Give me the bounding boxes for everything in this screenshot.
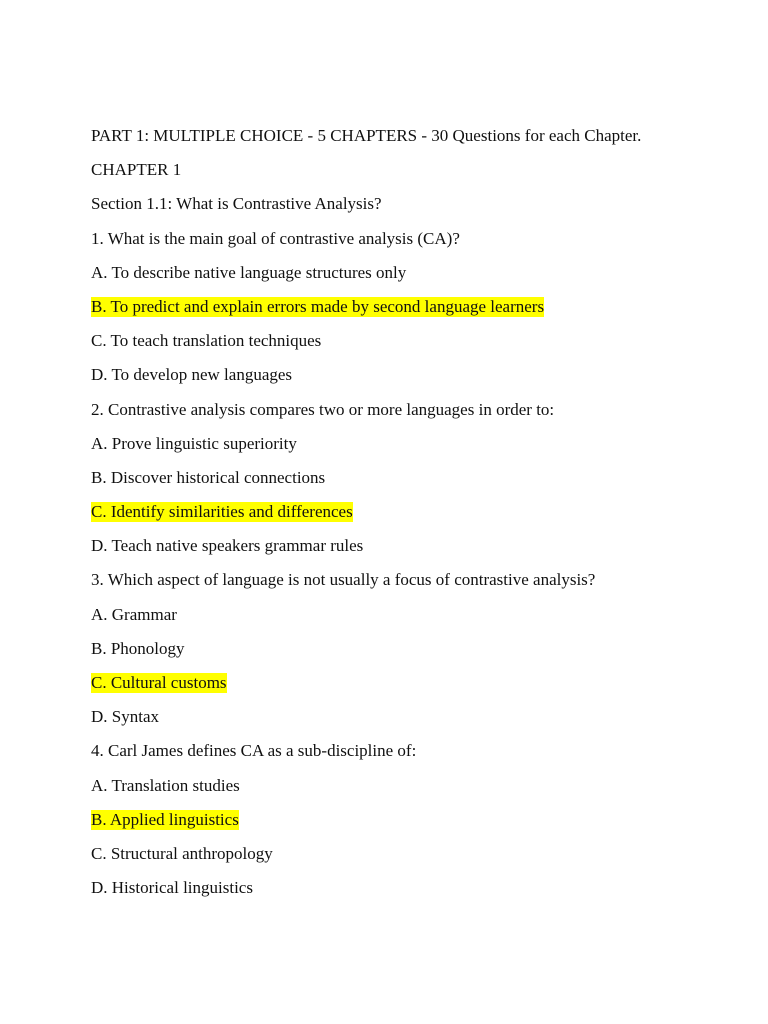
option-text: B. Discover historical connections [91,467,326,487]
option-text: A. To describe native language structures only [91,262,407,282]
highlighted-option-text: B. Applied linguistics [91,809,239,829]
answer-option [91,706,731,728]
highlighted-option-text: C. Cultural customs [91,673,227,692]
document-body [91,125,731,911]
answer-option [91,638,731,660]
answer-option-correct [91,672,731,694]
question-block [91,740,731,899]
option-text: A. Translation studies [91,775,240,795]
option-text: D. To develop new languages [91,365,293,385]
answer-option [91,364,731,386]
answer-option-correct [91,809,731,831]
question-prompt: 3. Which aspect of language is not usually a focus of contrastive analysis? [91,570,596,590]
answer-option [91,262,731,284]
answer-option [91,843,731,865]
answer-option [91,604,731,626]
option-text: B. Phonology [91,638,185,658]
chapter-heading: CHAPTER 1 [91,160,182,180]
answer-option-correct [91,501,731,523]
question-block [91,399,731,558]
answer-option [91,535,731,557]
question-prompt: 2. Contrastive analysis compares two or more languages in order to: [91,399,555,419]
option-text: C. To teach translation techniques [91,331,322,351]
highlighted-option-text: B. To predict and explain errors made by second language learners [91,296,545,316]
option-text: A. Prove linguistic superiority [91,433,297,453]
option-text: C. Structural anthropology [91,843,273,863]
answer-option [91,433,731,455]
option-text: D. Historical linguistics [91,878,253,898]
answer-option [91,877,731,899]
option-text: D. Syntax [91,707,159,727]
question-prompt: 1. What is the main goal of contrastive analysis (CA)? [91,228,460,248]
answer-option [91,775,731,797]
answer-option [91,330,731,352]
option-text: D. Teach native speakers grammar rules [91,536,364,556]
option-text: A. Grammar [91,604,177,624]
highlighted-option-text: C. Identify similarities and differences [91,502,353,522]
answer-option [91,467,731,489]
question-prompt: 4. Carl James defines CA as a sub-discipline of: [91,741,417,761]
question-block [91,228,731,387]
section-heading: Section 1.1: What is Contrastive Analysis? [91,194,382,214]
question-block [91,569,731,728]
answer-option-correct [91,296,731,318]
part-heading: PART 1: MULTIPLE CHOICE - 5 CHAPTERS - 30 Questions for each Chapter. [91,126,642,145]
